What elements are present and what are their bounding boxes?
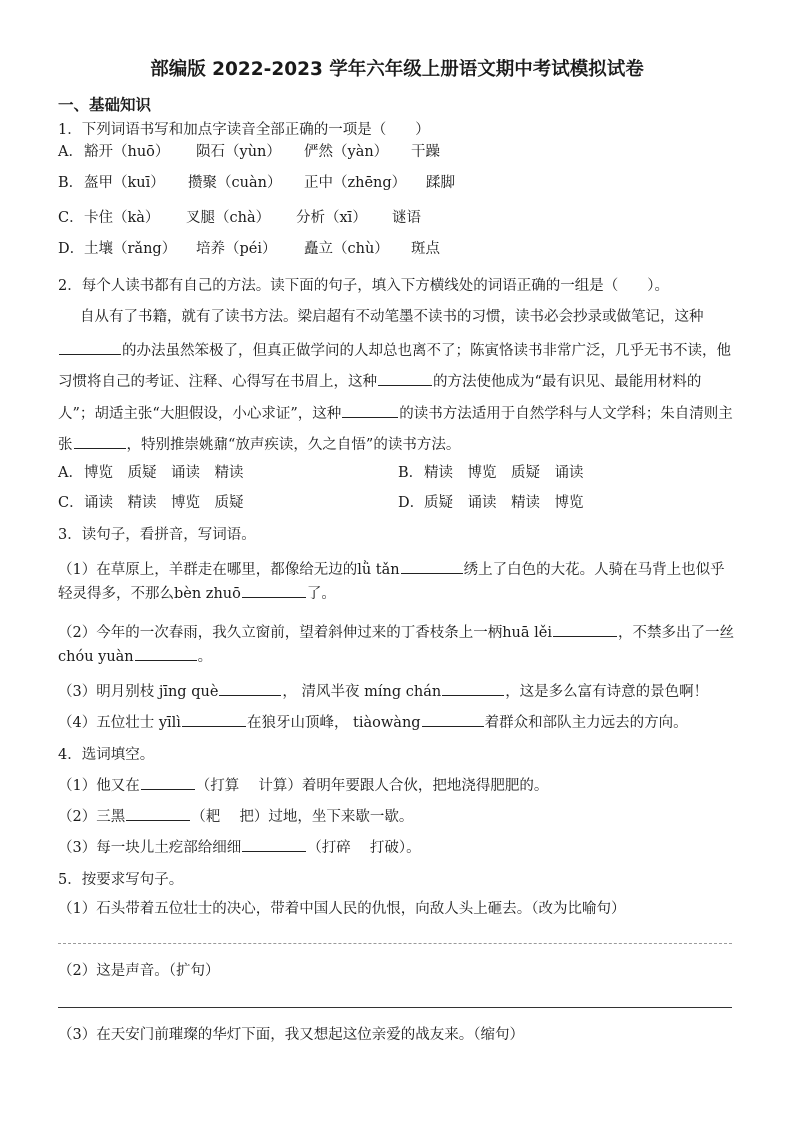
fill-blank[interactable] bbox=[59, 339, 121, 355]
fill-blank[interactable] bbox=[422, 711, 484, 727]
q4-item-2: （2）三黑 （耙 把）过地，坐下来歇一歇。 bbox=[58, 805, 413, 827]
fill-blank[interactable] bbox=[242, 836, 306, 852]
fill-blank[interactable] bbox=[553, 621, 617, 637]
q3-item-1-line-2: 轻灵得多，不那么bèn zhuō 了。 bbox=[58, 582, 336, 604]
fill-blank[interactable] bbox=[342, 402, 398, 418]
q4-item-1: （1）他又在 （打算 计算）着明年要跟人合伙，把地浇得肥肥的。 bbox=[58, 774, 548, 796]
section-heading: 一、基础知识 bbox=[58, 96, 152, 114]
answer-line-1[interactable] bbox=[58, 943, 732, 944]
q5-item-1: （1）石头带着五位壮士的决心，带着中国人民的仇恨，向敌人头上砸去。（改为比喻句） bbox=[58, 901, 626, 917]
q5-item-3: （3）在天安门前璀璨的华灯下面，我又想起这位亲爱的战友来。（缩句） bbox=[58, 1027, 524, 1043]
fill-blank[interactable] bbox=[242, 582, 306, 598]
fill-blank[interactable] bbox=[442, 680, 504, 696]
q4-stem: 4．选词填空。 bbox=[58, 747, 155, 763]
q4-item-3: （3）每一块儿土疙部给细细 （打碎 打破）。 bbox=[58, 836, 421, 858]
q2-passage-line-2: 的办法虽然笨极了，但真正做学问的人却总也离不了；陈寅恪读书非常广泛，几乎无书不读，他 bbox=[58, 339, 731, 361]
fill-blank[interactable] bbox=[126, 805, 190, 821]
fill-blank[interactable] bbox=[182, 711, 246, 727]
q3-item-3: （3）明月别枝 jīng què ， 清风半夜 míng chán ，这是多么富有诗意的景色啊！ bbox=[58, 680, 708, 702]
q2-passage-line-4: 人”；胡适主张“大胆假设，小心求证”，这种 的读书方法适用于自然学科与人文学科；朱自清则主 bbox=[58, 402, 733, 424]
fill-blank[interactable] bbox=[135, 645, 197, 661]
q3-item-2-line-2: chóu yuàn 。 bbox=[58, 645, 212, 667]
fill-blank[interactable] bbox=[74, 433, 126, 449]
fill-blank[interactable] bbox=[141, 774, 195, 790]
q3-item-1-line-1: （1）在草原上，羊群走在哪里，都像给无边的lǜ tǎn 绣上了白色的大花。人骑在马背上也似乎 bbox=[58, 558, 725, 580]
page-title: 部编版 2022-2023 学年六年级上册语文期中考试模拟试卷 bbox=[150, 59, 644, 80]
exam-page: 部编版 2022-2023 学年六年级上册语文期中考试模拟试卷 一、基础知识 1．下列词语书写和加点字读音全部正确的一项是（ ） A． 豁开（huō） 陨石（yùn） 俨然（yàn） 干躁 B． 盔甲（kuī） 攒聚（cuàn） 正中（zhēng） 蹂脚 C． 卡住（kà） 叉腿（chà） 分析（xī） 谜语 D． 土壤（rǎng） 培养（péi） 矗立（chù） 斑点 2．每个人读书都有自己的方法。读下面的句子，填入下方横线处的词语正确的一组是（ ）。 自从有了书籍，就有了读书方法。梁启超有不动笔墨不读书的习惯，读书必会抄录或做笔记，这种 的办法虽然笨极了，但真正做学问的人却总也离不了；陈寅恪读书非常广泛，几乎无书不读，他 习惯将自己的考证、注释、心得写在书眉上，这种 的方法使他成为“最有识见、最能用材料的 人”；胡适主张“大胆假设，小心求证”，这种 的读书方法适用于自然学科与人文学科；朱自清则主 张 ，特别推崇姚鼐“放声疾读，久之自悟”的读书方法。 A． 博览 质疑 诵读 精读 B． 精读 博览 质疑 诵读 C． 诵读 精读 博览 质疑 D． 质疑 诵读 精读 博览 3．读句子，看拼音，写词语。 （1）在草原上，羊群走在哪里，都像给无边的lǜ tǎn 绣上了白色的大花。人骑在马背上也似乎 轻灵得多，不那么bèn zhuō 了。 （2）今年的一次春雨，我久立窗前，望着斜伸过来的丁香枝条上一柄huā lěi ，不禁多出了一丝 chóu yuàn 。 （3）明月别枝 jīng què ， 清风半夜 míng chán ，这是多么富有诗意的景色啊！ （4）五位壮士 yīlì 在狼牙山顶峰， tiàowàng 着群众和部队主力远去的方向。 4．选词填空。 （1）他又在 （打算 计算）着明年要跟人合伙，把地浇得肥肥的。 （2）三黑 （耙 把）过地，坐下来歇一歇。 （3）每一块儿土疙部给细细 （打碎 打破）。 5．按要求写句子。 （1）石头带着五位壮士的决心，带着中国人民的仇恨，向敌人头上砸去。（改为比喻句） （2）这是声音。（扩句） （3）在天安门前璀璨的华灯下面，我又想起这位亲爱的战友来。（缩句） bbox=[0, 0, 794, 1123]
q2-stem: 2．每个人读书都有自己的方法。读下面的句子，填入下方横线处的词语正确的一组是（ ）。 bbox=[58, 278, 669, 294]
q5-stem: 5．按要求写句子。 bbox=[58, 872, 184, 888]
fill-blank[interactable] bbox=[378, 370, 432, 386]
q2-passage-line-5: 张 ，特别推崇姚鼐“放声疾读，久之自悟”的读书方法。 bbox=[58, 433, 460, 455]
q3-item-4: （4）五位壮士 yīlì 在狼牙山顶峰， tiàowàng 着群众和部队主力远去的方向。 bbox=[58, 711, 688, 733]
q3-stem: 3．读句子，看拼音，写词语。 bbox=[58, 527, 256, 543]
fill-blank[interactable] bbox=[219, 680, 281, 696]
answer-line-2[interactable] bbox=[58, 1007, 732, 1008]
q2-passage-line-3: 习惯将自己的考证、注释、心得写在书眉上，这种 的方法使他成为“最有识见、最能用材料的 bbox=[58, 370, 701, 392]
fill-blank[interactable] bbox=[401, 558, 463, 574]
q3-item-2-line-1: （2）今年的一次春雨，我久立窗前，望着斜伸过来的丁香枝条上一柄huā lěi ，不禁多出了一丝 bbox=[58, 621, 734, 643]
q1-stem: 1．下列词语书写和加点字读音全部正确的一项是（ ） bbox=[58, 122, 430, 138]
q5-item-2: （2）这是声音。（扩句） bbox=[58, 963, 220, 979]
q2-passage-line-1: 自从有了书籍，就有了读书方法。梁启超有不动笔墨不读书的习惯，读书必会抄录或做笔记，这种 bbox=[80, 309, 704, 325]
